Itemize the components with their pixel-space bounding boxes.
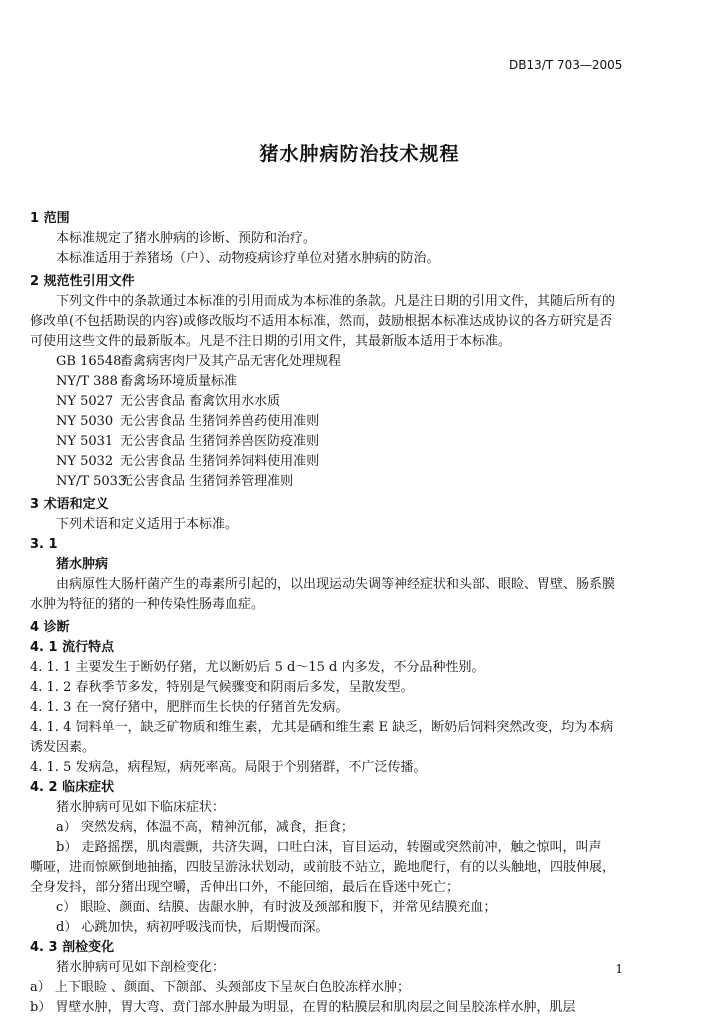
reference-code: NY/T 5033 bbox=[56, 474, 127, 489]
subsection-heading: 4. 2 临床症状 bbox=[30, 780, 115, 795]
reference-item bbox=[30, 372, 630, 392]
reference-title: 畜禽病害肉尸及其产品无害化处理规程 bbox=[120, 354, 342, 369]
list-item: b） 胃壁水肿，胃大弯、贲门部水肿最为明显，在胃的粘膜层和肌肉层之间呈胶冻样水肿，肌层 bbox=[30, 1000, 576, 1015]
list-item: d） 心跳加快，病初呼吸浅而快，后期慢而深。 bbox=[56, 920, 329, 935]
paragraph: 猪水肿病可见如下剖检变化： bbox=[56, 960, 226, 975]
reference-item bbox=[30, 432, 630, 452]
document-title: 猪水肿病防治技术规程 bbox=[259, 143, 460, 165]
section-1-heading: 1 范围 bbox=[30, 211, 70, 226]
reference-title: 无公害食品 生猪饲养饲料使用准则 bbox=[120, 454, 320, 469]
list-item: a） 上下眼睑 、颜面、下颌部、头颈部皮下呈灰白色胶冻样水肿； bbox=[30, 980, 411, 995]
reference-title: 畜禽场环境质量标准 bbox=[120, 374, 238, 389]
subsection-heading: 4. 3 剖检变化 bbox=[30, 940, 115, 955]
reference-code: NY 5031 bbox=[56, 434, 114, 449]
clause: 诱发因素。 bbox=[30, 740, 96, 755]
clause: 4. 1. 4 饲料单一，缺乏矿物质和维生素，尤其是硒和维生素 E 缺乏，断奶后饲料突然改变，均为本病 bbox=[30, 720, 614, 735]
paragraph: 下列术语和定义适用于本标准。 bbox=[56, 517, 239, 532]
clause-number: 3. 1 bbox=[30, 537, 58, 552]
clause: 4. 1. 5 发病急，病程短，病死率高。局限于个别猪群，不广泛传播。 bbox=[30, 760, 427, 775]
reference-code: NY 5032 bbox=[56, 454, 114, 469]
paragraph: 下列文件中的条款通过本标准的引用而成为本标准的条款。凡是注日期的引用文件，其随后所有的 bbox=[56, 294, 616, 309]
reference-title: 无公害食品 生猪饲养兽医防疫准则 bbox=[120, 434, 320, 449]
reference-item bbox=[30, 392, 630, 412]
paragraph: 本标准适用于养猪场（户）、动物疫病诊疗单位对猪水肿病的防治。 bbox=[56, 251, 440, 266]
clause: 4. 1. 3 在一窝仔猪中，肥胖而生长快的仔猪首先发病。 bbox=[30, 700, 349, 715]
reference-item bbox=[30, 412, 630, 432]
list-item: 嘶哑，进而惊厥倒地抽搐，四肢呈游泳状划动，或前肢不站立，跪地爬行，有的以头触地，四肢伸展， bbox=[30, 860, 616, 875]
reference-title: 无公害食品 生猪饲养管理准则 bbox=[120, 474, 294, 489]
paragraph: 猪水肿病可见如下临床症状： bbox=[56, 800, 226, 815]
reference-code: NY 5027 bbox=[56, 394, 114, 409]
reference-item bbox=[30, 352, 630, 372]
section-2-heading: 2 规范性引用文件 bbox=[30, 274, 135, 289]
clause: 4. 1. 1 主要发生于断奶仔猪，尤以断奶后 5 d～15 d 内多发，不分品种性别。 bbox=[30, 660, 485, 675]
reference-item bbox=[30, 452, 630, 472]
reference-item bbox=[30, 472, 630, 492]
document-body bbox=[30, 206, 630, 1018]
clause: 4. 1. 2 春秋季节多发，特别是气候骤变和阴雨后多发，呈散发型。 bbox=[30, 680, 414, 695]
list-item: a） 突然发病，体温不高，精神沉郁，减食，拒食； bbox=[56, 820, 354, 835]
section-4-heading: 4 诊断 bbox=[30, 620, 70, 635]
subsection-heading: 4. 1 流行特点 bbox=[30, 640, 115, 655]
term: 猪水肿病 bbox=[56, 557, 109, 572]
paragraph: 可使用这些文件的最新版本。凡是不注日期的引用文件，其最新版本适用于本标准。 bbox=[30, 334, 512, 349]
list-item: 全身发抖，部分猪出现空嚼，舌伸出口外，不能回缩，最后在昏迷中死亡； bbox=[30, 880, 460, 895]
reference-code: NY 5030 bbox=[56, 414, 114, 429]
reference-list bbox=[30, 352, 630, 492]
paragraph: 修改单(不包括勘误的内容)或修改版均不适用本标准，然而，鼓励根据本标准达成协议的各方研究是否 bbox=[30, 314, 613, 329]
reference-title: 无公害食品 畜禽饮用水水质 bbox=[120, 394, 281, 409]
page-number: 1 bbox=[615, 962, 623, 976]
list-item: c） 眼睑、颜面、结膜、齿龈水肿，有时波及颈部和腹下，并常见结膜充血； bbox=[56, 900, 497, 915]
section-3-heading: 3 术语和定义 bbox=[30, 497, 109, 512]
reference-title: 无公害食品 生猪饲养兽药使用准则 bbox=[120, 414, 320, 429]
paragraph: 本标准规定了猪水肿病的诊断、预防和治疗。 bbox=[56, 231, 317, 246]
definition: 由病原性大肠杆菌产生的毒素所引起的，以出现运动失调等神经症状和头部、眼睑、胃壁、肠系膜 bbox=[56, 577, 616, 592]
reference-code: GB 16548 bbox=[56, 354, 122, 369]
definition: 水肿为特征的猪的一种传染性肠毒血症。 bbox=[30, 597, 265, 612]
reference-code: NY/T 388 bbox=[56, 374, 118, 389]
list-item: b） 走路摇摆，肌肉震颤，共济失调，口吐白沫，盲目运动，转圈或突然前冲，触之惊叫，叫声 bbox=[56, 840, 602, 855]
standard-number: DB13/T 703—2005 bbox=[509, 58, 623, 72]
